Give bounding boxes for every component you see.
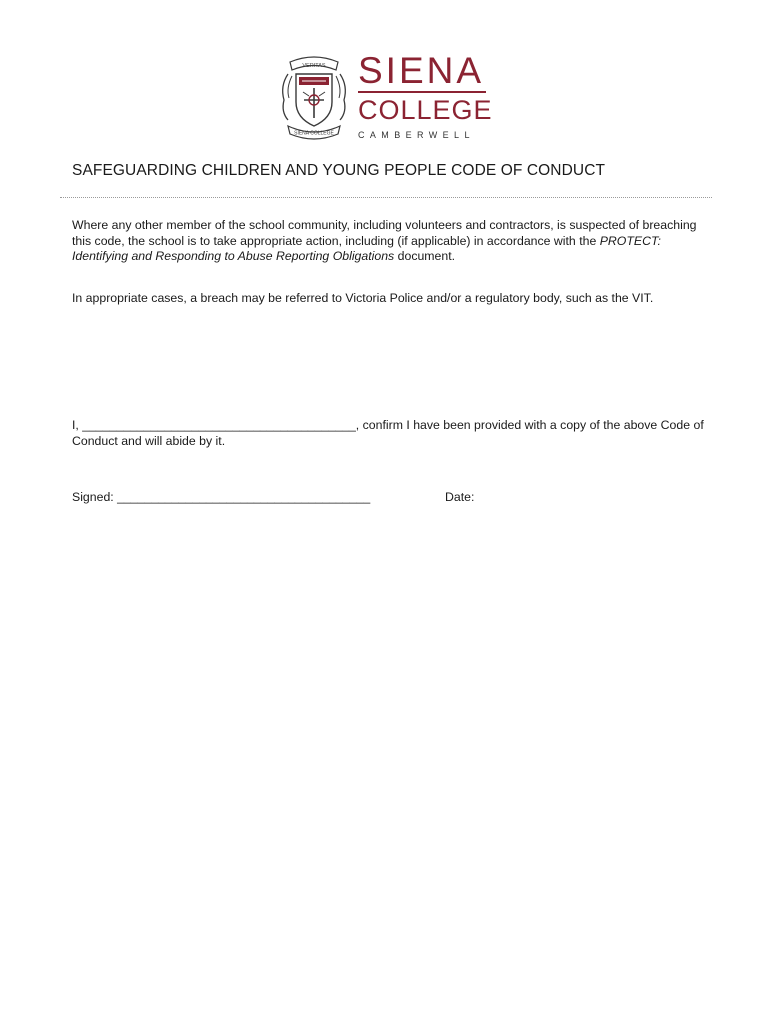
college-name-line-2: COLLEGE xyxy=(358,95,493,125)
paragraph-1-text: Where any other member of the school community, including volunteers and contractors, is suspected of breaching this code, the school is to take appropriate action, including (if applicable) in accordance with the xyxy=(72,218,697,248)
college-name-line-1: SIENA xyxy=(358,50,485,91)
breach-referral-paragraph: In appropriate cases, a breach may be referred to Victoria Police and/or a regulatory body, such as the VIT. xyxy=(72,291,654,305)
confirmation-statement: I, ________________________________________, confirm I have been provided with a copy of the above Code of Conduct and will abide by it. xyxy=(72,418,704,448)
date-field[interactable]: Date: xyxy=(445,490,475,504)
wordmark-divider xyxy=(358,91,486,93)
svg-text:VERITAS: VERITAS xyxy=(302,63,326,69)
document-title: SAFEGUARDING CHILDREN AND YOUNG PEOPLE CODE OF CONDUCT xyxy=(72,162,606,179)
siena-college-logo xyxy=(278,52,493,144)
title-divider xyxy=(60,197,712,198)
signature-row xyxy=(72,490,712,506)
svg-text:SIENA COLLEGE: SIENA COLLEGE xyxy=(294,130,334,137)
college-location: CAMBERWELL xyxy=(358,130,475,140)
breach-action-paragraph xyxy=(72,218,704,265)
college-crest-icon xyxy=(278,52,350,144)
protect-document-reference: PROTECT: Identifying and Responding to Abuse Reporting Obligations xyxy=(72,233,661,264)
signature-field[interactable]: Signed: _____________________________________ xyxy=(72,490,371,504)
paragraph-1-ending: document. xyxy=(394,249,456,264)
college-wordmark xyxy=(358,52,492,140)
